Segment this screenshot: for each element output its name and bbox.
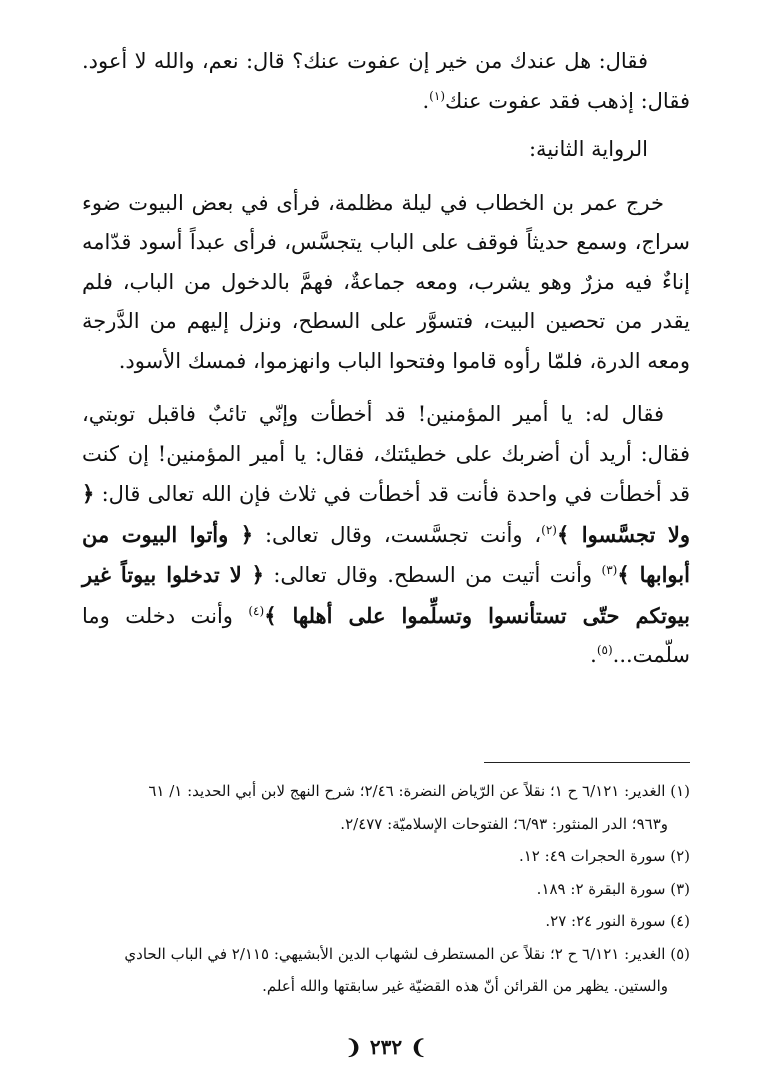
paragraph-1-text: فقال: هل عندك من خير إن عفوت عنك؟ قال: نعم، والله لا أعود. فقال: إذهب فقد عفوت عنك xyxy=(82,49,690,113)
quran-quote-1: ﴿ ولا تجسَّسوا ﴾ xyxy=(82,481,690,547)
ornament-right-icon: ❨ xyxy=(345,1035,362,1059)
footnote-1-continued: و٩٦٣؛ الدر المنثور: ٦/٩٣؛ الفتوحات الإسلاميّة: ٢/٤٧٧. xyxy=(340,814,668,833)
paragraph-1 xyxy=(82,42,690,121)
footnote-3: (٣) سورة البقرة ٢: ١٨٩. xyxy=(536,879,690,898)
spacer xyxy=(82,381,690,395)
page-number-value: ٢٣٢ xyxy=(369,1035,403,1059)
page-number xyxy=(0,1032,772,1062)
footnote-separator xyxy=(484,762,690,763)
paragraph-3-text-b: ، وأنت تجسَّست، وقال تعالى: xyxy=(264,522,542,547)
quran-quote-2: ﴿ وأتوا البيوت من أبوابها ﴾ xyxy=(82,521,690,587)
footnote-ref-4: (٤) xyxy=(248,603,265,618)
footnote-1: (١) الغدير: ٦/١٢١ ح ١؛ نقلاً عن الرّياض النضرة: ٢/٤٦؛ شرح النهج لابن أبي الحديد: ١/ ٦١ xyxy=(148,782,690,800)
footnote-ref-2: (٢) xyxy=(541,522,557,537)
paragraph-3 xyxy=(82,395,690,676)
paragraph-3-text-a: فقال له: يا أمير المؤمنين! قد أخطأت وإنّي تائبٌ فاقبل توبتي، فقال: أريد أن أضربك على خطيئتك، فقال: يا أمير المؤمنين! إن كنت قد أخطأت في واحدة فأنت قد أخطأت في ثلاث فإن الله تعالى قال: xyxy=(82,402,691,506)
footnote-5: (٥) الغدير: ٦/١٢١ ح ٢؛ نقلاً عن المستطرف لشهاب الدين الأبشيهي: ٢/١١٥ في الباب الحادي xyxy=(124,944,690,963)
footnote-ref-3: (٣) xyxy=(601,563,618,577)
spacer xyxy=(82,170,690,184)
footnote-ref-5: (٥) xyxy=(596,643,613,657)
paragraph-2: خرج عمر بن الخطاب في ليلة مظلمة، فرأى في بعض البيوت ضوء سراج، وسمع حديثاً فوقف على الباب يتجسَّس، فرأى عبداً أسود قدّامه إناءٌ فيه مزرٌ وهو يشرب، ومعه جماعةٌ، فهمَّ بالدخول من الباب، فلم يقدر من تحصين البيت، فتسوَّر على السطح، ونزل إليهم من الدَّرجة ومعه الدرة، فلمّا رأوه قاموا وفتحوا الباب وانهزموا، فمسك الأسود. xyxy=(82,190,690,373)
paragraph-3-text-d: وأنت دخلت وما سلّمت... xyxy=(82,603,690,667)
footnote-4: (٤) سورة النور ٢٤: ٢٧. xyxy=(545,912,690,930)
paragraph-1-end: . xyxy=(422,88,430,113)
footnote-ref-1: (١) xyxy=(429,88,445,103)
quran-quote-3: ﴿ لا تدخلوا بيوتاً غير بيوتكم حتّى تستأنسوا وتسلِّموا على أهلها ﴾ xyxy=(82,562,690,628)
section-heading: الرواية الثانية: xyxy=(528,137,648,161)
footnote-5-continued: والستين. يظهر من القرائن أنّ هذه القضيّة غير سابقتها والله أعلم. xyxy=(262,977,668,995)
footnotes xyxy=(82,775,690,1003)
paragraph-3-text-c: وأنت أتيت من السطح. وقال تعالى: xyxy=(273,563,593,587)
paragraph-3-end: . xyxy=(590,643,597,667)
main-text xyxy=(82,42,690,676)
ornament-left-icon: ❩ xyxy=(410,1035,427,1059)
footnote-2: (٢) سورة الحجرات ٤٩: ١٢. xyxy=(518,847,690,865)
